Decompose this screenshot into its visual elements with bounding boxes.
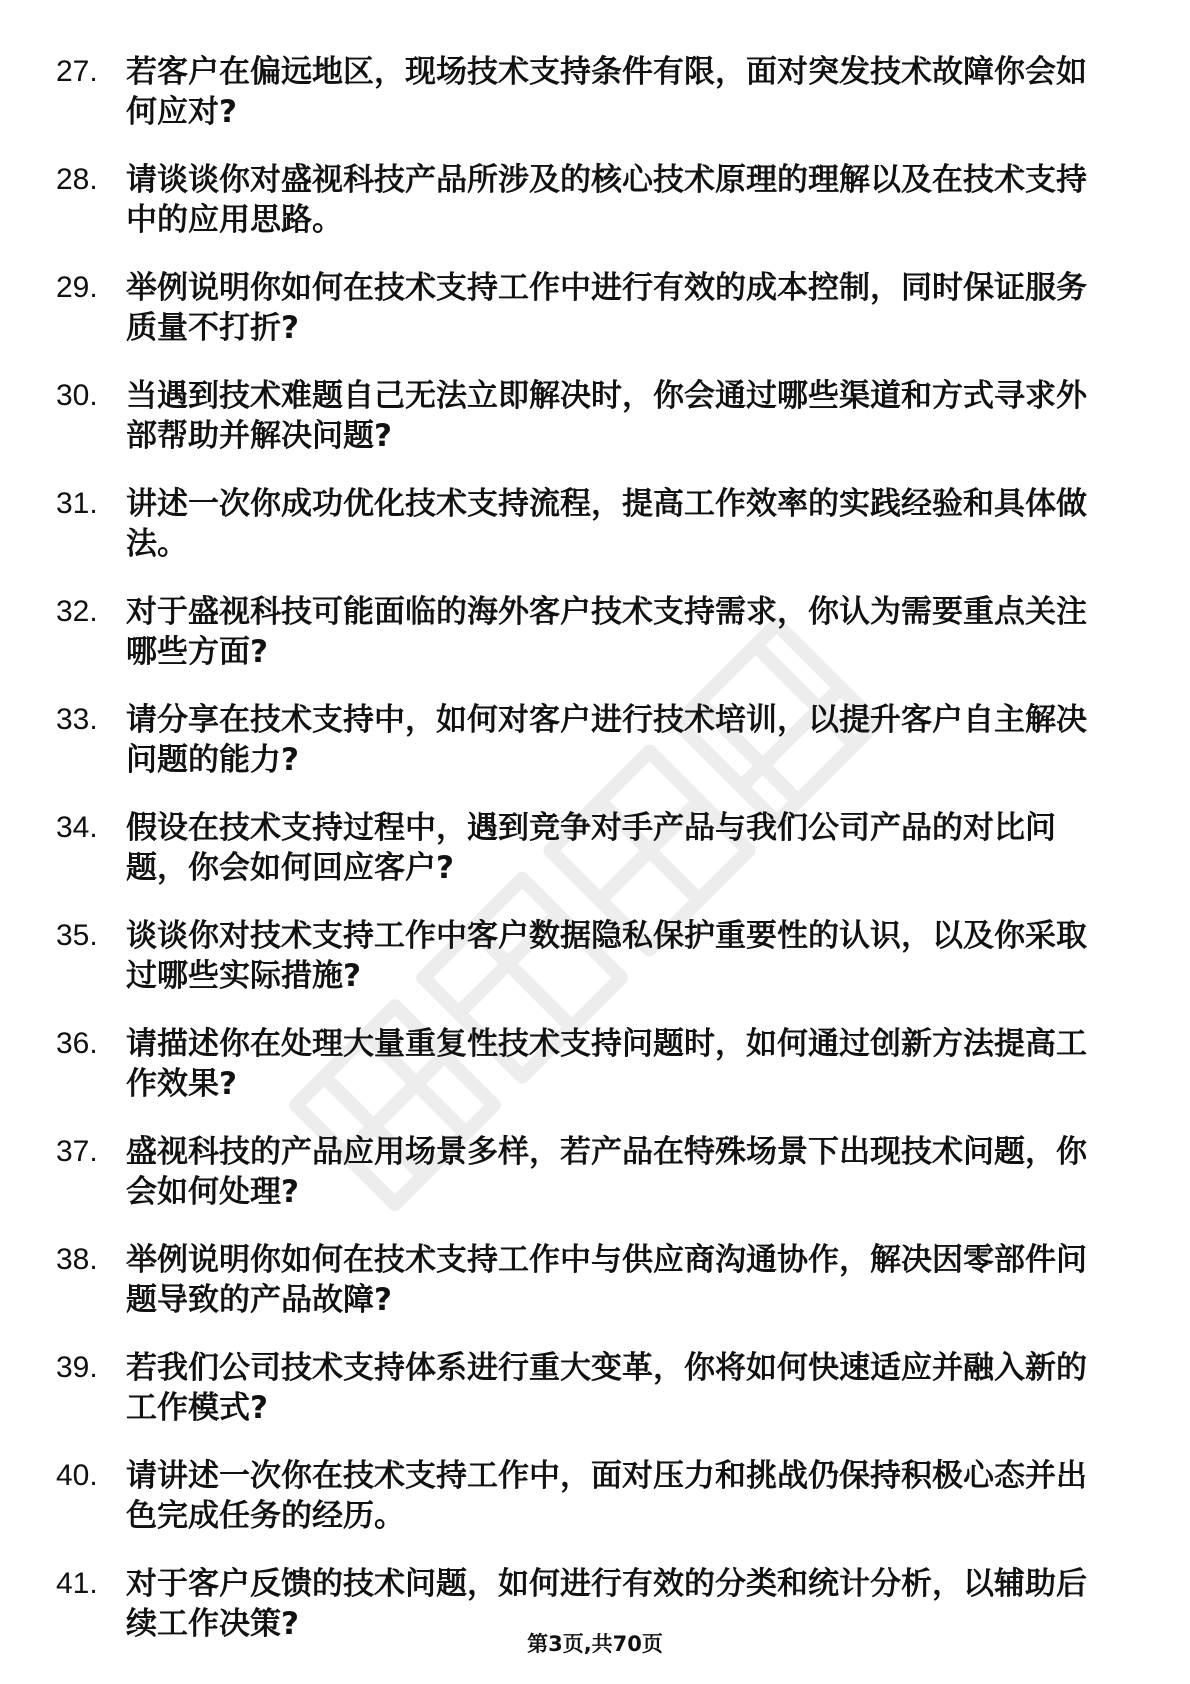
question-number: 39. (56, 1351, 98, 1384)
question-number: 36. (56, 1027, 98, 1060)
question-number: 28. (56, 163, 98, 196)
question-text: 请讲述一次你在技术支持工作中，面对压力和挑战仍保持积极心态并出色完成任务的经历。 (126, 1458, 1087, 1534)
question-text: 举例说明你如何在技术支持工作中进行有效的成本控制，同时保证服务质量不打折? (126, 270, 1087, 346)
question-text: 对于盛视科技可能面临的海外客户技术支持需求，你认为需要重点关注哪些方面? (126, 594, 1087, 670)
question-number: 30. (56, 379, 98, 412)
question-number: 37. (56, 1135, 98, 1168)
question-item (56, 916, 1116, 996)
question-text: 谈谈你对技术支持工作中客户数据隐私保护重要性的认识，以及你采取过哪些实际措施? (126, 918, 1087, 994)
question-item (56, 268, 1116, 348)
question-item (56, 376, 1116, 456)
question-text: 请分享在技术支持中，如何对客户进行技术培训，以提升客户自主解决问题的能力? (126, 702, 1087, 778)
question-text: 请描述你在处理大量重复性技术支持问题时，如何通过创新方法提高工作效果? (126, 1026, 1087, 1102)
question-number: 41. (56, 1567, 98, 1600)
question-item (56, 1348, 1116, 1428)
question-text: 当遇到技术难题自己无法立即解决时，你会通过哪些渠道和方式寻求外部帮助并解决问题? (126, 378, 1087, 454)
question-text: 举例说明你如何在技术支持工作中与供应商沟通协作，解决因零部件问题导致的产品故障? (126, 1242, 1087, 1318)
question-number: 32. (56, 595, 98, 628)
question-item (56, 52, 1116, 132)
question-number: 29. (56, 271, 98, 304)
question-item (56, 1240, 1116, 1320)
question-text: 假设在技术支持过程中，遇到竞争对手产品与我们公司产品的对比问题，你会如何回应客户? (126, 810, 1056, 886)
question-number: 31. (56, 487, 98, 520)
question-number: 34. (56, 811, 98, 844)
question-number: 35. (56, 919, 98, 952)
question-list (56, 52, 1116, 1672)
question-item (56, 700, 1116, 780)
question-item (56, 1456, 1116, 1536)
question-item (56, 484, 1116, 564)
question-item (56, 808, 1116, 888)
question-text: 若客户在偏远地区，现场技术支持条件有限，面对突发技术故障你会如何应对? (126, 54, 1087, 130)
question-number: 38. (56, 1243, 98, 1276)
question-item (56, 160, 1116, 240)
question-number: 40. (56, 1459, 98, 1492)
page-footer: 第3页,共70页 (527, 1632, 663, 1656)
question-item (56, 1132, 1116, 1212)
question-item (56, 592, 1116, 672)
question-text: 请谈谈你对盛视科技产品所涉及的核心技术原理的理解以及在技术支持中的应用思路。 (126, 162, 1087, 238)
question-text: 对于客户反馈的技术问题，如何进行有效的分类和统计分析，以辅助后续工作决策? (126, 1566, 1087, 1642)
question-text: 讲述一次你成功优化技术支持流程，提高工作效率的实践经验和具体做法。 (126, 486, 1087, 562)
question-number: 33. (56, 703, 98, 736)
question-text: 盛视科技的产品应用场景多样，若产品在特殊场景下出现技术问题，你会如何处理? (126, 1134, 1087, 1210)
question-number: 27. (56, 55, 98, 88)
question-item (56, 1024, 1116, 1104)
question-text: 若我们公司技术支持体系进行重大变革，你将如何快速适应并融入新的工作模式? (126, 1350, 1087, 1426)
